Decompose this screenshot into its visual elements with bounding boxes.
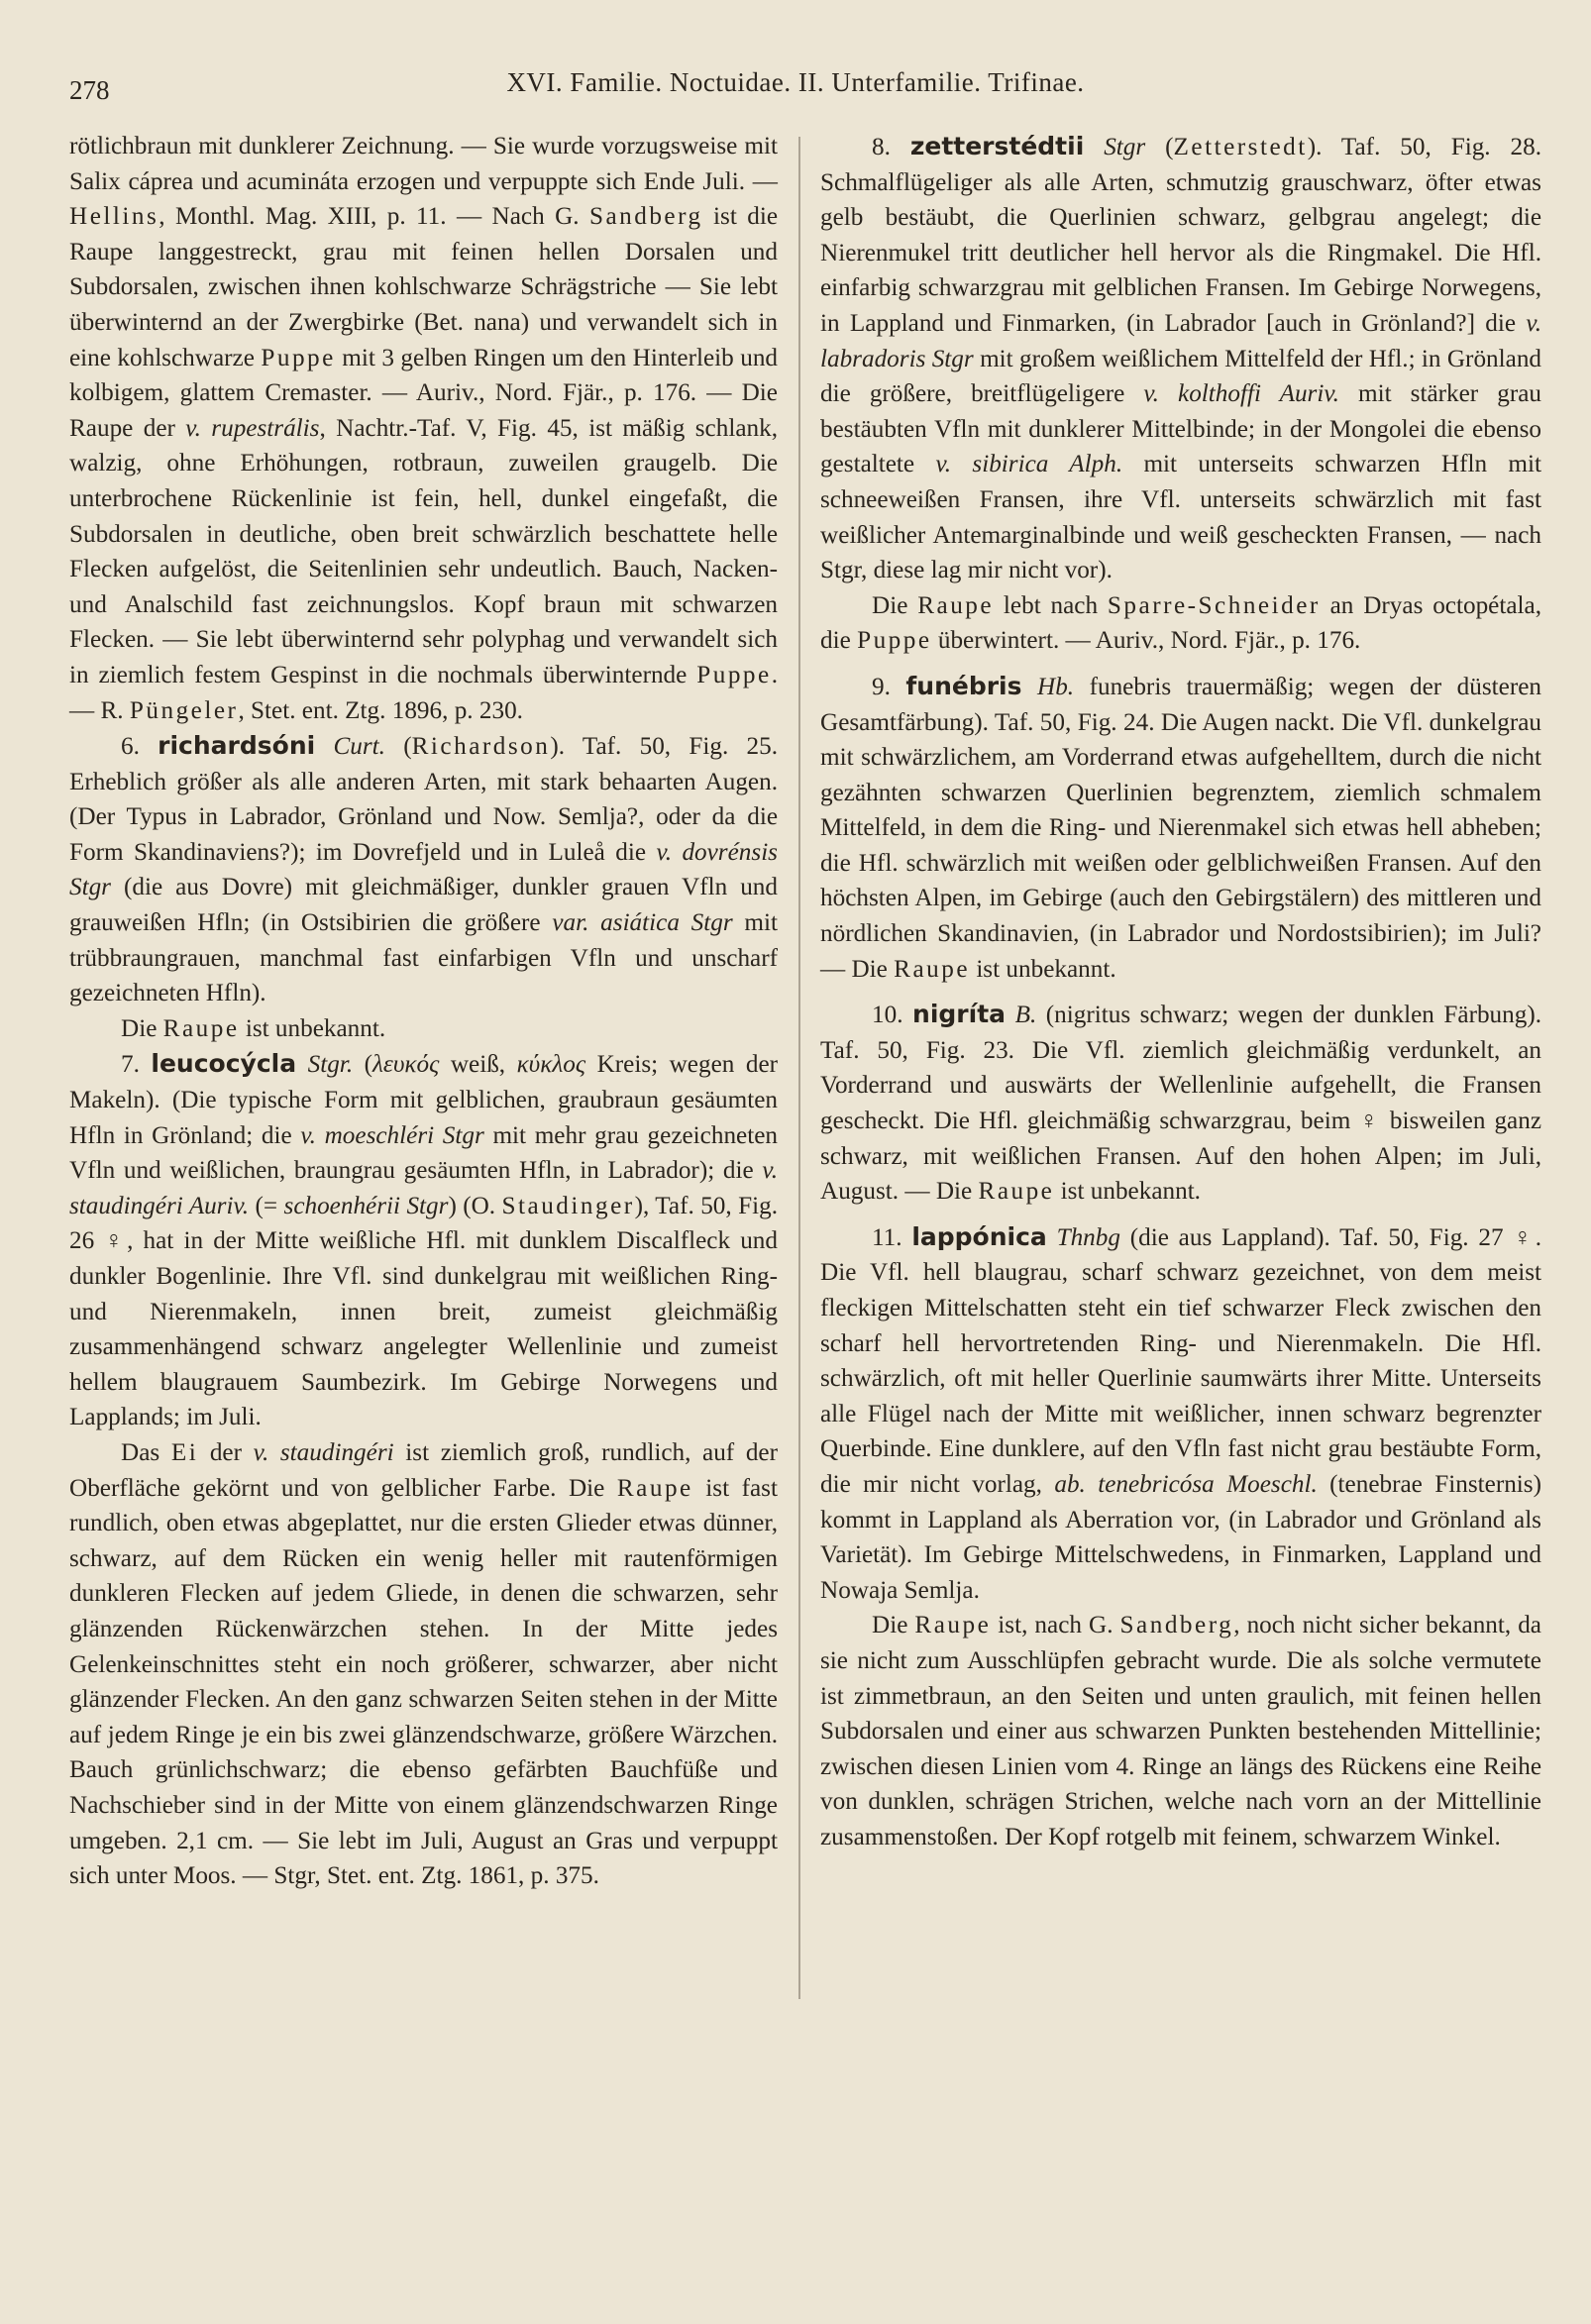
right-paragraph: Die Raupe lebt nach Sparre-Schneider an Dryas octopétala, die Puppe überwintert. — Auriv., Nord. Fjär., p. 176. [820, 591, 1541, 655]
right-column [820, 129, 1541, 1855]
left-paragraph: Das Ei der v. staudingéri ist ziemlich groß, rundlich, auf der Oberfläche gekörnt und von gelblicher Farbe. Die Raupe ist fast rundlich, oben etwas abgeplattet, nur die ersten Glieder etwas dünner, schwarz, auf dem Rücken ein wenig heller mit rautenförmigen dunkleren Flecken auf jedem Gliede, in denen die schwarzen, sehr glänzenden Rückenwärzchen stehen. In der Mitte jedes Gelenkeinschnittes steht ein noch größerer, schwarzer, aber nicht glänzender Flecken. An den ganz schwarzen Seiten stehen in der Mitte auf jedem Ringe je ein bis zwei glänzendschwarze, größere Wärzchen. Bauch grünlichschwarz; die ebenso gefärbten Bauchfüße und Nachschieber sind in der Mitte von einem glänzendschwarzen Ringe umgeben. 2,1 cm. — Sie lebt im Juli, August an Gras und verpuppt sich unter Moos. — Stgr, Stet. ent. Ztg. 1861, p. 375. [69, 1438, 778, 1890]
right-paragraph: 10. nigríta B. (nigritus schwarz; wegen der dunklen Färbung). Taf. 50, Fig. 23. Die Vfl. ziemlich gleichmäßig verdunkelt, an Vorderrand und auswärts der Wellenlinie aufgehellt, die Fransen gescheckt. Die Hfl. gleichmäßig schwarzgrau, beim ♀ bisweilen ganz schwarz, mit weißlichen Fransen. Auf den hohen Alpen; im Juli, August. — Die Raupe ist unbekannt. [820, 1000, 1542, 1206]
running-title: XVI. Familie. Noctuidae. II. Unterfamilie. Trifinae. [506, 67, 1085, 97]
left-column [69, 129, 778, 1894]
left-paragraph: rötlichbraun mit dunklerer Zeichnung. — Sie wurde vorzugsweise mit Salix cáprea und acumináta erzogen und verpuppte sich Ende Juli. — Hellins, Monthl. Mag. XIII, p. 11. — Nach G. Sandberg ist die Raupe langgestreckt, grau mit feinen hellen Dorsalen und Subdorsalen, zwischen ihnen kohlschwarze Schrägstriche — Sie lebt überwinternd an der Zwergbirke (Bet. nana) und verwandelt sich in eine kohlschwarze Puppe mit 3 gelben Ringen um den Hinterleib und kolbigem, glattem Cremaster. — Auriv., Nord. Fjär., p. 176. — Die Raupe der v. rupestrális, Nachtr.-Taf. V, Fig. 45, ist mäßig schlank, walzig, ohne Erhöhungen, rotbraun, zuweilen graugelb. Die unterbrochene Rückenlinie ist fein, hell, dunkel eingefaßt, die Subdorsalen in deutliche, oben breit schwärzlich beschattete helle Flecken aufgelöst, die Seitenlinien sehr undeutlich. Bauch, Nacken- und Analschild fast zeichnungslos. Kopf braun mit schwarzen Flecken. — Sie lebt überwinternd sehr polyphag und verwandelt sich in ziemlich festem Gespinst in die nochmals überwinternde Puppe. — R. Püngeler, Stet. ent. Ztg. 1896, p. 230. [69, 133, 779, 724]
left-paragraph: 7. leucocýcla Stgr. (λευκός weiß, κύκλος Kreis; wegen der Makeln). (Die typische Form mit gelblichen, graubraun gesäumten Hfln in Grönland; die v. moeschléri Stgr mit mehr grau gezeichneten Vfln und weißlichen, braungrau gesäumten Hfln, in Labrador); die v. staudingéri Auriv. (= schoenhérii Stgr) (O. Staudinger), Taf. 50, Fig. 26 ♀, hat in der Mitte weißliche Hfl. mit dunklem Discalfleck und dunkler Bogenlinie. Ihre Vfl. sind dunkelgrau mit weißlichen Ring- und Nierenmakeln, innen breit, zumeist gleichmäßig zusammenhängend schwarz angelegter Wellenlinie und zumeist hellem blaugrauem Saumbezirk. Im Gebirge Norwegens und Lapplands; im Juli. [69, 1049, 779, 1431]
right-paragraph: 9. funébris Hb. funebris trauermäßig; wegen der düsteren Gesamtfärbung). Taf. 50, Fig. 24. Die Augen nackt. Die Vfl. dunkelgrau mit schwärzlichem, am Vorderrand etwas aufgehelltem, durch die nicht gezähnten schwarzen Querlinien begrenztem, ziemlich schmalem Mittelfeld, in dem die Ring- und Nierenmakel sich etwas hell abheben; die Hfl. schwärzlich mit weißen oder gelblichweißen Fransen. Auf den höchsten Alpen, im Gebirge (auch den Gebirgstälern) des mittleren und nördlichen Skandinavien, (in Labrador und Nordostsibirien); im Juli? — Die Raupe ist unbekannt. [820, 671, 1542, 983]
page-header [0, 67, 1591, 107]
column-divider [798, 137, 800, 1999]
right-paragraph: Die Raupe ist, nach G. Sandberg, noch nicht sicher bekannt, da sie nicht zum Ausschlüpfen gebracht wurde. Die als solche vermutete ist zimmetbraun, an den Seiten und unten graulich, mit feinen hellen Subdorsalen und einer aus schwarzen Punkten bestehenden Mittellinie; zwischen diesen Linien vom 4. Ringe an längs des Rückens eine Reihe von dunklen, schrägen Strichen, welche nach vorn an der Mittellinie zusammenstoßen. Der Kopf rotgelb mit feinem, schwarzem Winkel. [820, 1612, 1541, 1850]
left-paragraph: 6. richardsóni Curt. (Richardson). Taf. 50, Fig. 25. Erheblich größer als alle anderen Arten, mit stark behaarten Augen. (Der Typus in Labrador, Grönland und Now. Semlja?, oder da die Form Skandinaviens?); im Dovrefjeld und in Luleå die v. dovrénsis Stgr (die aus Dovre) mit gleichmäßiger, dunkler grauen Vfln und grauweißen Hfln; (in Ostsibirien die größere var. asiática Stgr mit trübbraungrauen, manchmal fast einfarbigen Vfln und unscharf gezeichneten Hfln). [69, 731, 778, 1007]
left-paragraph: Die Raupe ist unbekannt. [121, 1014, 386, 1042]
right-paragraph: 8. zetterstédtii Stgr (Zetterstedt). Taf. 50, Fig. 28. Schmalflügeliger als alle Arten, schmutzig grauschwarz, öfter etwas gelb bestäubt, die Querlinien schwarz, gelbgrau angelegt; die Nierenmukel tritt deutlicher hell hervor als die Ringmakel. Die Hfl. einfarbig schwarzgrau mit gelblichen Fransen. Im Gebirge Norwegens, in Lappland und Finmarken, (in Labrador [auch in Grönland?] die v. labradoris Stgr mit großem weißlichem Mittelfeld der Hfl.; in Grönland die größere, breitflügeligere v. kolthoffi Auriv. mit stärker grau bestäubten Vfln mit dunklerer Mittelbinde; in der Mongolei die ebenso gestaltete v. sibirica Alph. mit unterseits schwarzen Hfln mit schneeweißen Fransen, ihre Vfl. unterseits schwärzlich mit fast weißlicher Antemarginalbinde und weiß gescheckten Fransen, — nach Stgr, diese lag mir nicht vor). [820, 132, 1542, 584]
page-number: 278 [69, 75, 110, 105]
right-paragraph: 11. lappónica Thnbg (die aus Lappland). Taf. 50, Fig. 27 ♀. Die Vfl. hell blaugrau, scharf schwarz gezeichnet, von dem meist fleckigen Mittelschatten steht ein tief schwarzer Fleck zwischen den scharf hell hervortretenden Ring- und Nierenmakeln. Die Hfl. schwärzlich, oft mit heller Querlinie saumwärts ihrer Mitte. Unterseits alle Flügel nach der Mitte mit weißlicher, innen schwarz begrenzter Querbinde. Eine dunklere, auf den Vfln fast nicht grau bestäubte Form, die mir nicht vorlag, ab. tenebricósa Moeschl. (tenebrae Finsternis) kommt in Lappland als Aberration vor, (in Labrador und Grönland als Varietät). Im Gebirge Mittelschwedens, in Finmarken, Lappland und Nowaja Semlja. [820, 1221, 1541, 1604]
